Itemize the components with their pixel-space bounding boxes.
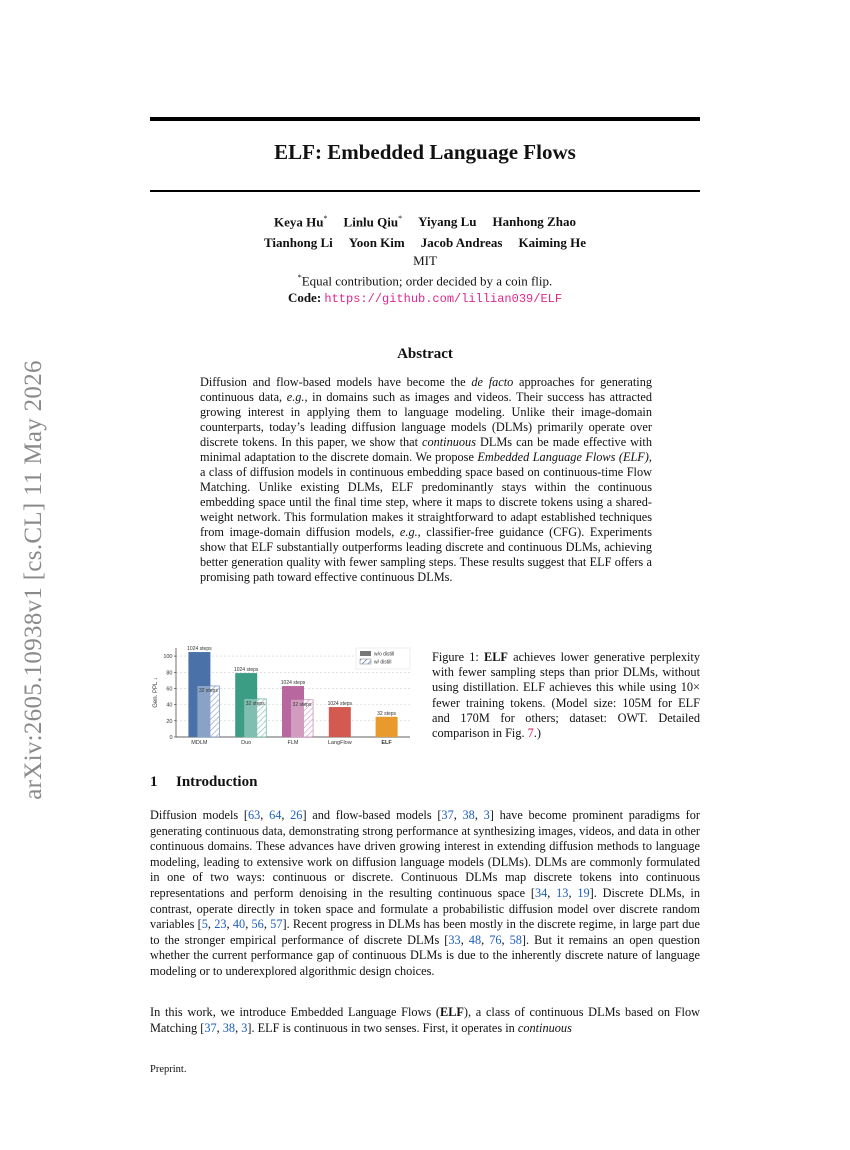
citation[interactable]: 13 [556,885,569,900]
text-run: In this work, we introduce Embedded Language Flows ( [150,1005,440,1019]
y-tick-label: 100 [163,654,173,661]
citation[interactable]: 19 [577,885,590,900]
text-run: continuous [422,435,476,449]
citation[interactable]: 38 [462,808,475,822]
author-list [150,208,700,253]
text-run: , a class of diffusion models in continuous embedding space based on continuous-time Flow Matching. Unlike existing DLMs, ELF predominantly stays within the continuous embedding space until the final time step, where it maps to discrete tokens using a shared-weight network. This formulation makes it straightforward to adapt established techniques from image-domain diffusion models, [200,450,652,539]
text-run: , [260,808,270,822]
citation[interactable]: 57 [270,917,283,932]
text-run: , [235,1020,242,1035]
author-name: Hanhong Zhao [492,214,576,230]
text-run: de facto [471,375,514,389]
citation[interactable]: 34 [534,885,548,900]
citation[interactable]: 76 [489,932,502,947]
footer-note: Preprint. [150,1064,187,1075]
y-tick-label: 40 [166,702,173,709]
citation[interactable]: 58 [509,932,522,947]
figure-ref[interactable]: 7 [527,726,534,741]
text-run: , [453,808,463,822]
author-name: Yoon Kim [348,235,405,251]
x-tick-label: ELF [381,740,392,746]
title-rule-top [150,117,700,121]
arxiv-stamp-text: arXiv:2605.10938v1 [cs.CL] 11 May 2026 [20,360,47,800]
author-mark: * [398,214,403,223]
figure-1-chart [148,640,420,752]
equal-contribution-note [150,269,700,289]
text-run: , [245,917,252,932]
affiliation: MIT [413,253,437,268]
bar-chart [148,640,420,752]
affiliation-block [150,252,700,289]
arxiv-stamp [4,320,64,840]
code-label: Code: [287,290,322,305]
paper-title: ELF: Embedded Language Flows [274,140,576,164]
abstract-paragraph [200,375,652,585]
text-run: , [481,932,490,947]
bar-label: 32 steps [377,710,397,717]
text-run: e.g. [286,390,305,404]
text-run: DLMs can be made effective with minimal adaptation to the discrete domain. We propose [200,435,653,464]
text-run: , [547,885,557,900]
citation[interactable]: 26 [290,808,303,822]
footnote-mark: * [297,273,302,282]
section-number: 1 [150,774,158,790]
citation[interactable]: 56 [251,917,264,932]
text-run: , [207,917,215,932]
legend-swatch-w-distill [360,659,371,664]
citation[interactable]: 38 [222,1020,236,1035]
x-tick-label: MDLM [191,740,208,746]
caption-paragraph [432,650,700,741]
y-axis-label: Gen. PPL ↓ [153,677,159,708]
bar-wo-distill [329,707,351,737]
author-name: Tianhong Li [263,235,333,251]
text-run: ] and flow-based models [ [302,808,442,822]
citation[interactable]: 3 [241,1020,248,1035]
text-run: , [226,917,233,932]
text-run: achieves lower generative perplexity with fewer sampling steps than prior DLMs, without using distillation. ELF achieves this while using 10× fewer training tokens. (Model size: 105M for ELF and 170M for others; dataset: OWT. Detailed comparison in Fig. [432,650,700,741]
author-name: Keya Hu* [274,214,328,230]
x-tick-label: Duo [241,740,252,746]
text-run: Diffusion models [ [150,808,248,822]
y-tick-label: 80 [166,670,173,677]
intro-paragraph-1 [150,808,700,980]
bar-label: 1024 steps [280,680,306,687]
text-run: , in domains such as images and videos. Their success has attracted growing interest in applying them to language modeling. Unlike their image-domain counterparts, today’s leading diffusion language models (DLMs) primarily operate over discrete tokens. In this paper, we show that [200,390,652,449]
text-run: , [263,917,271,932]
bar-label: 1024 steps [187,646,212,653]
abstract-heading: Abstract [397,346,453,362]
section-heading-introduction [150,774,257,791]
author-row-1 [150,208,700,232]
text-run: , [281,808,291,822]
text-run: Embedded Language Flows (ELF) [477,450,649,464]
bar-label: 32 steps [245,700,265,707]
y-tick-label: 0 [169,735,173,741]
text-run: e.g. [399,525,418,539]
author-mark: * [323,214,328,223]
text-run: ELF [440,1005,464,1019]
author-name: Jacob Andreas [420,235,503,251]
citation[interactable]: 40 [232,917,246,932]
text-run: , [501,932,510,947]
text-run: approaches for generating continuous data, [200,375,652,404]
text-run: , [216,1020,223,1035]
text-run: .) [533,726,541,741]
citation[interactable]: 3 [483,808,490,822]
bar-label: 1024 steps [327,701,353,708]
author-name: Yiyang Lu [418,214,477,230]
text-run: ]. But it remains an open question whether the current performance gap of continuous DLMs is due to the inherently discrete nature of language modeling or to underexplored algorithmic design choices. [150,932,700,978]
citation[interactable]: 48 [468,932,482,947]
text-run: , [474,808,484,822]
text-run: ] have become prominent paradigms for generating continuous data, demonstrating strong performance at synthesizing images, videos, and data in other continuous domains. These advances have driven growing interest in extending diffusion methods to language modeling, leading to extensive work on diffusion language models (DLMs). DLMs are commonly formulated in one of two ways: continuous or discrete. Continuous DLMs map discrete tokens into continuous representations and perform denoising in the resulting continuous space [ [150,808,700,900]
bar-label: 1024 steps [233,667,259,674]
abstract-body [200,375,652,585]
title-rule-bottom [150,190,700,192]
text-run: ]. ELF is continuous in two senses. First, it operates in [247,1020,518,1035]
citation[interactable]: 64 [269,808,282,822]
code-line [150,290,700,306]
section-title: Introduction [176,774,258,790]
text-run: ]. Discrete DLMs, in contrast, operate directly in token space and formulate a probabilistic diffusion model over discrete random variables [ [150,885,700,932]
text-run: ]. Recent progress in DLMs has been mostly in the discrete regime, in large part due to the stronger empirical performance of discrete DLMs [ [150,917,700,947]
figure-1-caption [432,650,700,741]
author-name: Kaiming He [518,235,587,251]
x-tick-label: LangFlow [327,740,352,746]
citation[interactable]: 33 [448,932,461,947]
y-tick-label: 60 [166,686,173,693]
legend-swatch-wo-distill [360,651,371,656]
text-run: Diffusion and flow-based models have become the [200,375,472,389]
text-run: continuous [517,1020,572,1035]
citation[interactable]: 37 [204,1020,217,1035]
text-run: , [568,885,578,900]
bar-label: 32 steps [198,688,218,695]
bar-wo-distill [376,717,398,737]
text-run: ELF [484,650,508,664]
intro-paragraph-2 [150,1005,700,1036]
text-run: Figure 1: [432,650,485,664]
citation[interactable]: 5 [201,917,208,932]
legend-label: w/ distill [374,659,392,666]
y-tick-label: 20 [166,718,173,725]
bar-label: 32 steps [292,701,312,708]
legend-label: w/o distill [374,651,395,658]
text-run: , classifier-free guidance (CFG). Experiments show that ELF substantially outperforms leading discrete and continuous DLMs, achieving better generation quality with fewer sampling steps. These results suggest that ELF offers a promising path toward effective continuous DLMs. [200,525,652,584]
text-run: , [460,932,469,947]
equal-contribution-text: Equal contribution; order decided by a coin flip. [301,273,553,289]
code-link[interactable]: https://github.com/lillian039/ELF [324,292,563,306]
citation[interactable]: 63 [247,808,261,822]
citation[interactable]: 23 [214,917,227,932]
x-tick-label: FLM [287,740,299,746]
author-name: Linlu Qiu* [343,214,403,230]
author-row-2 [150,232,700,253]
citation[interactable]: 37 [441,808,454,822]
text-run: ), a class of continuous DLMs based on Flow Matching [ [150,1005,700,1035]
